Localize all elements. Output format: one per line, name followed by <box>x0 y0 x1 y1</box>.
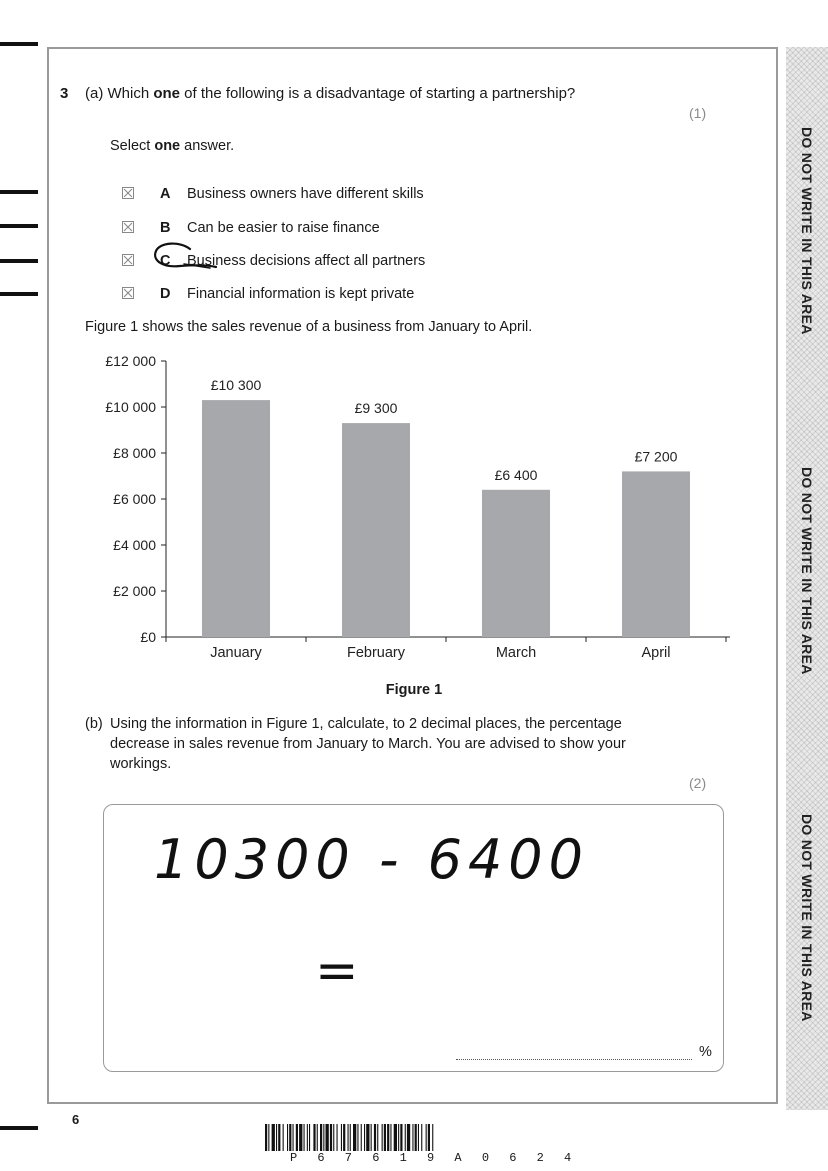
barcode-bar <box>333 1124 334 1151</box>
side-warning-middle: DO NOT WRITE IN THIS AREA <box>799 467 815 675</box>
data-label: £10 300 <box>210 377 262 394</box>
margin-mark <box>0 292 38 296</box>
y-tick-label: £6 000 <box>113 491 156 507</box>
part-b-marks: (2) <box>689 775 707 791</box>
barcode-bar <box>307 1124 308 1151</box>
barcode-bar <box>364 1124 365 1151</box>
select-instruction: Select one answer. <box>110 138 235 154</box>
barcode-bar <box>299 1124 302 1151</box>
barcode-bar <box>337 1124 338 1151</box>
option-a-text: Business owners have different skills <box>187 186 424 202</box>
barcode-bar <box>287 1124 288 1151</box>
barcode-bar <box>384 1124 386 1151</box>
data-label: £7 200 <box>634 448 678 465</box>
part-b-text: Using the information in Figure 1, calculate, to 2 decimal places, the percentage decrease in sales revenue from January to March. You are advised to show your workings. <box>110 716 626 772</box>
margin-mark <box>0 224 38 228</box>
barcode-bar <box>313 1124 315 1151</box>
option-b-letter: B <box>160 220 171 236</box>
barcode-bar <box>377 1124 378 1151</box>
barcode-bar <box>304 1124 305 1151</box>
handwritten-line-1: 10300 - 6400 <box>154 828 590 891</box>
barcode-bar <box>317 1124 318 1151</box>
barcode <box>265 1124 565 1151</box>
category-label: April <box>641 645 671 661</box>
side-warning-bottom: DO NOT WRITE IN THIS AREA <box>799 814 815 1022</box>
sales-revenue-chart <box>90 345 750 675</box>
barcode-bar <box>309 1124 310 1151</box>
barcode-bar <box>400 1124 402 1151</box>
barcode-bar <box>412 1124 413 1151</box>
barcode-bar <box>418 1124 419 1151</box>
answer-line[interactable] <box>456 1059 692 1060</box>
bar-march <box>482 490 550 637</box>
y-tick-label: £4 000 <box>113 537 156 553</box>
barcode-bar <box>289 1124 291 1151</box>
margin-mark <box>0 190 38 194</box>
part-b-label: (b) <box>85 716 103 732</box>
barcode-bar <box>293 1124 294 1151</box>
category-label: March <box>495 645 537 661</box>
barcode-bar <box>382 1124 383 1151</box>
barcode-bar <box>326 1124 329 1151</box>
data-label: £9 300 <box>354 400 398 417</box>
question-number: 3 <box>60 85 69 102</box>
option-d-letter: D <box>160 286 171 302</box>
barcode-bar <box>366 1124 369 1151</box>
barcode-bar <box>278 1124 280 1151</box>
y-tick-label: £2 000 <box>113 583 156 599</box>
barcode-bar <box>394 1124 397 1151</box>
barcode-bar <box>268 1124 269 1151</box>
category-label: February <box>346 645 406 661</box>
percent-unit: % <box>699 1044 712 1060</box>
bar-february <box>342 423 410 637</box>
side-warning-top: DO NOT WRITE IN THIS AREA <box>799 127 815 335</box>
barcode-bar <box>374 1124 376 1151</box>
barcode-bar <box>361 1124 362 1151</box>
barcode-bar <box>421 1124 422 1151</box>
barcode-bar <box>265 1124 267 1151</box>
handwritten-circle-mark <box>150 238 220 274</box>
barcode-bar <box>353 1124 356 1151</box>
checkbox-d[interactable] <box>122 287 134 299</box>
do-not-write-strip <box>786 47 828 1110</box>
barcode-bar <box>276 1124 277 1151</box>
option-b-text: Can be easier to raise finance <box>187 220 380 236</box>
handwritten-line-2: = <box>315 941 359 1000</box>
checkbox-a[interactable] <box>122 187 134 199</box>
barcode-bar <box>415 1124 417 1151</box>
y-tick-label: £0 <box>140 629 156 645</box>
option-c-letter: C <box>160 253 171 269</box>
barcode-bar <box>371 1124 372 1151</box>
option-a-letter: A <box>160 186 171 202</box>
question-a-text: (a) Which one of the following is a disadvantage of starting a partnership? <box>85 85 576 102</box>
page-number: 6 <box>72 1112 80 1127</box>
figure-intro: Figure 1 shows the sales revenue of a business from January to April. <box>85 319 533 335</box>
option-d-text: Financial information is kept private <box>187 286 415 302</box>
barcode-bar <box>387 1124 389 1151</box>
barcode-bar <box>348 1124 349 1151</box>
barcode-bar <box>428 1124 430 1151</box>
y-tick-label: £12 000 <box>105 353 156 369</box>
barcode-bar <box>323 1124 324 1151</box>
barcode-bar <box>343 1124 345 1151</box>
option-c-text: Business decisions affect all partners <box>187 253 426 269</box>
barcode-bar <box>330 1124 332 1151</box>
barcode-text: P 6 7 6 1 9 A 0 6 2 4 <box>290 1151 578 1165</box>
barcode-bar <box>405 1124 406 1151</box>
bar-april <box>622 471 690 637</box>
barcode-bar <box>398 1124 399 1151</box>
handwritten-answer <box>140 810 680 1000</box>
margin-mark <box>0 42 38 46</box>
checkbox-b[interactable] <box>122 221 134 233</box>
category-label: January <box>210 645 262 661</box>
barcode-bar <box>407 1124 410 1151</box>
bar-january <box>202 400 270 637</box>
barcode-bar <box>390 1124 391 1151</box>
margin-mark <box>0 259 38 263</box>
y-tick-label: £8 000 <box>113 445 156 461</box>
question-b <box>85 714 685 784</box>
figure-caption: Figure 1 <box>385 682 443 698</box>
barcode-bar <box>357 1124 358 1151</box>
barcode-bar <box>296 1124 298 1151</box>
barcode-bar <box>320 1124 322 1151</box>
barcode-bar <box>272 1124 275 1151</box>
part-a-marks: (1) <box>689 105 707 121</box>
checkbox-c[interactable] <box>122 254 134 266</box>
data-label: £6 400 <box>494 466 538 483</box>
margin-mark <box>0 1126 38 1130</box>
barcode-bar <box>283 1124 284 1151</box>
barcode-bar <box>432 1124 433 1151</box>
y-tick-label: £10 000 <box>105 399 156 415</box>
barcode-bar <box>350 1124 351 1151</box>
barcode-bar <box>426 1124 427 1151</box>
barcode-bar <box>341 1124 342 1151</box>
